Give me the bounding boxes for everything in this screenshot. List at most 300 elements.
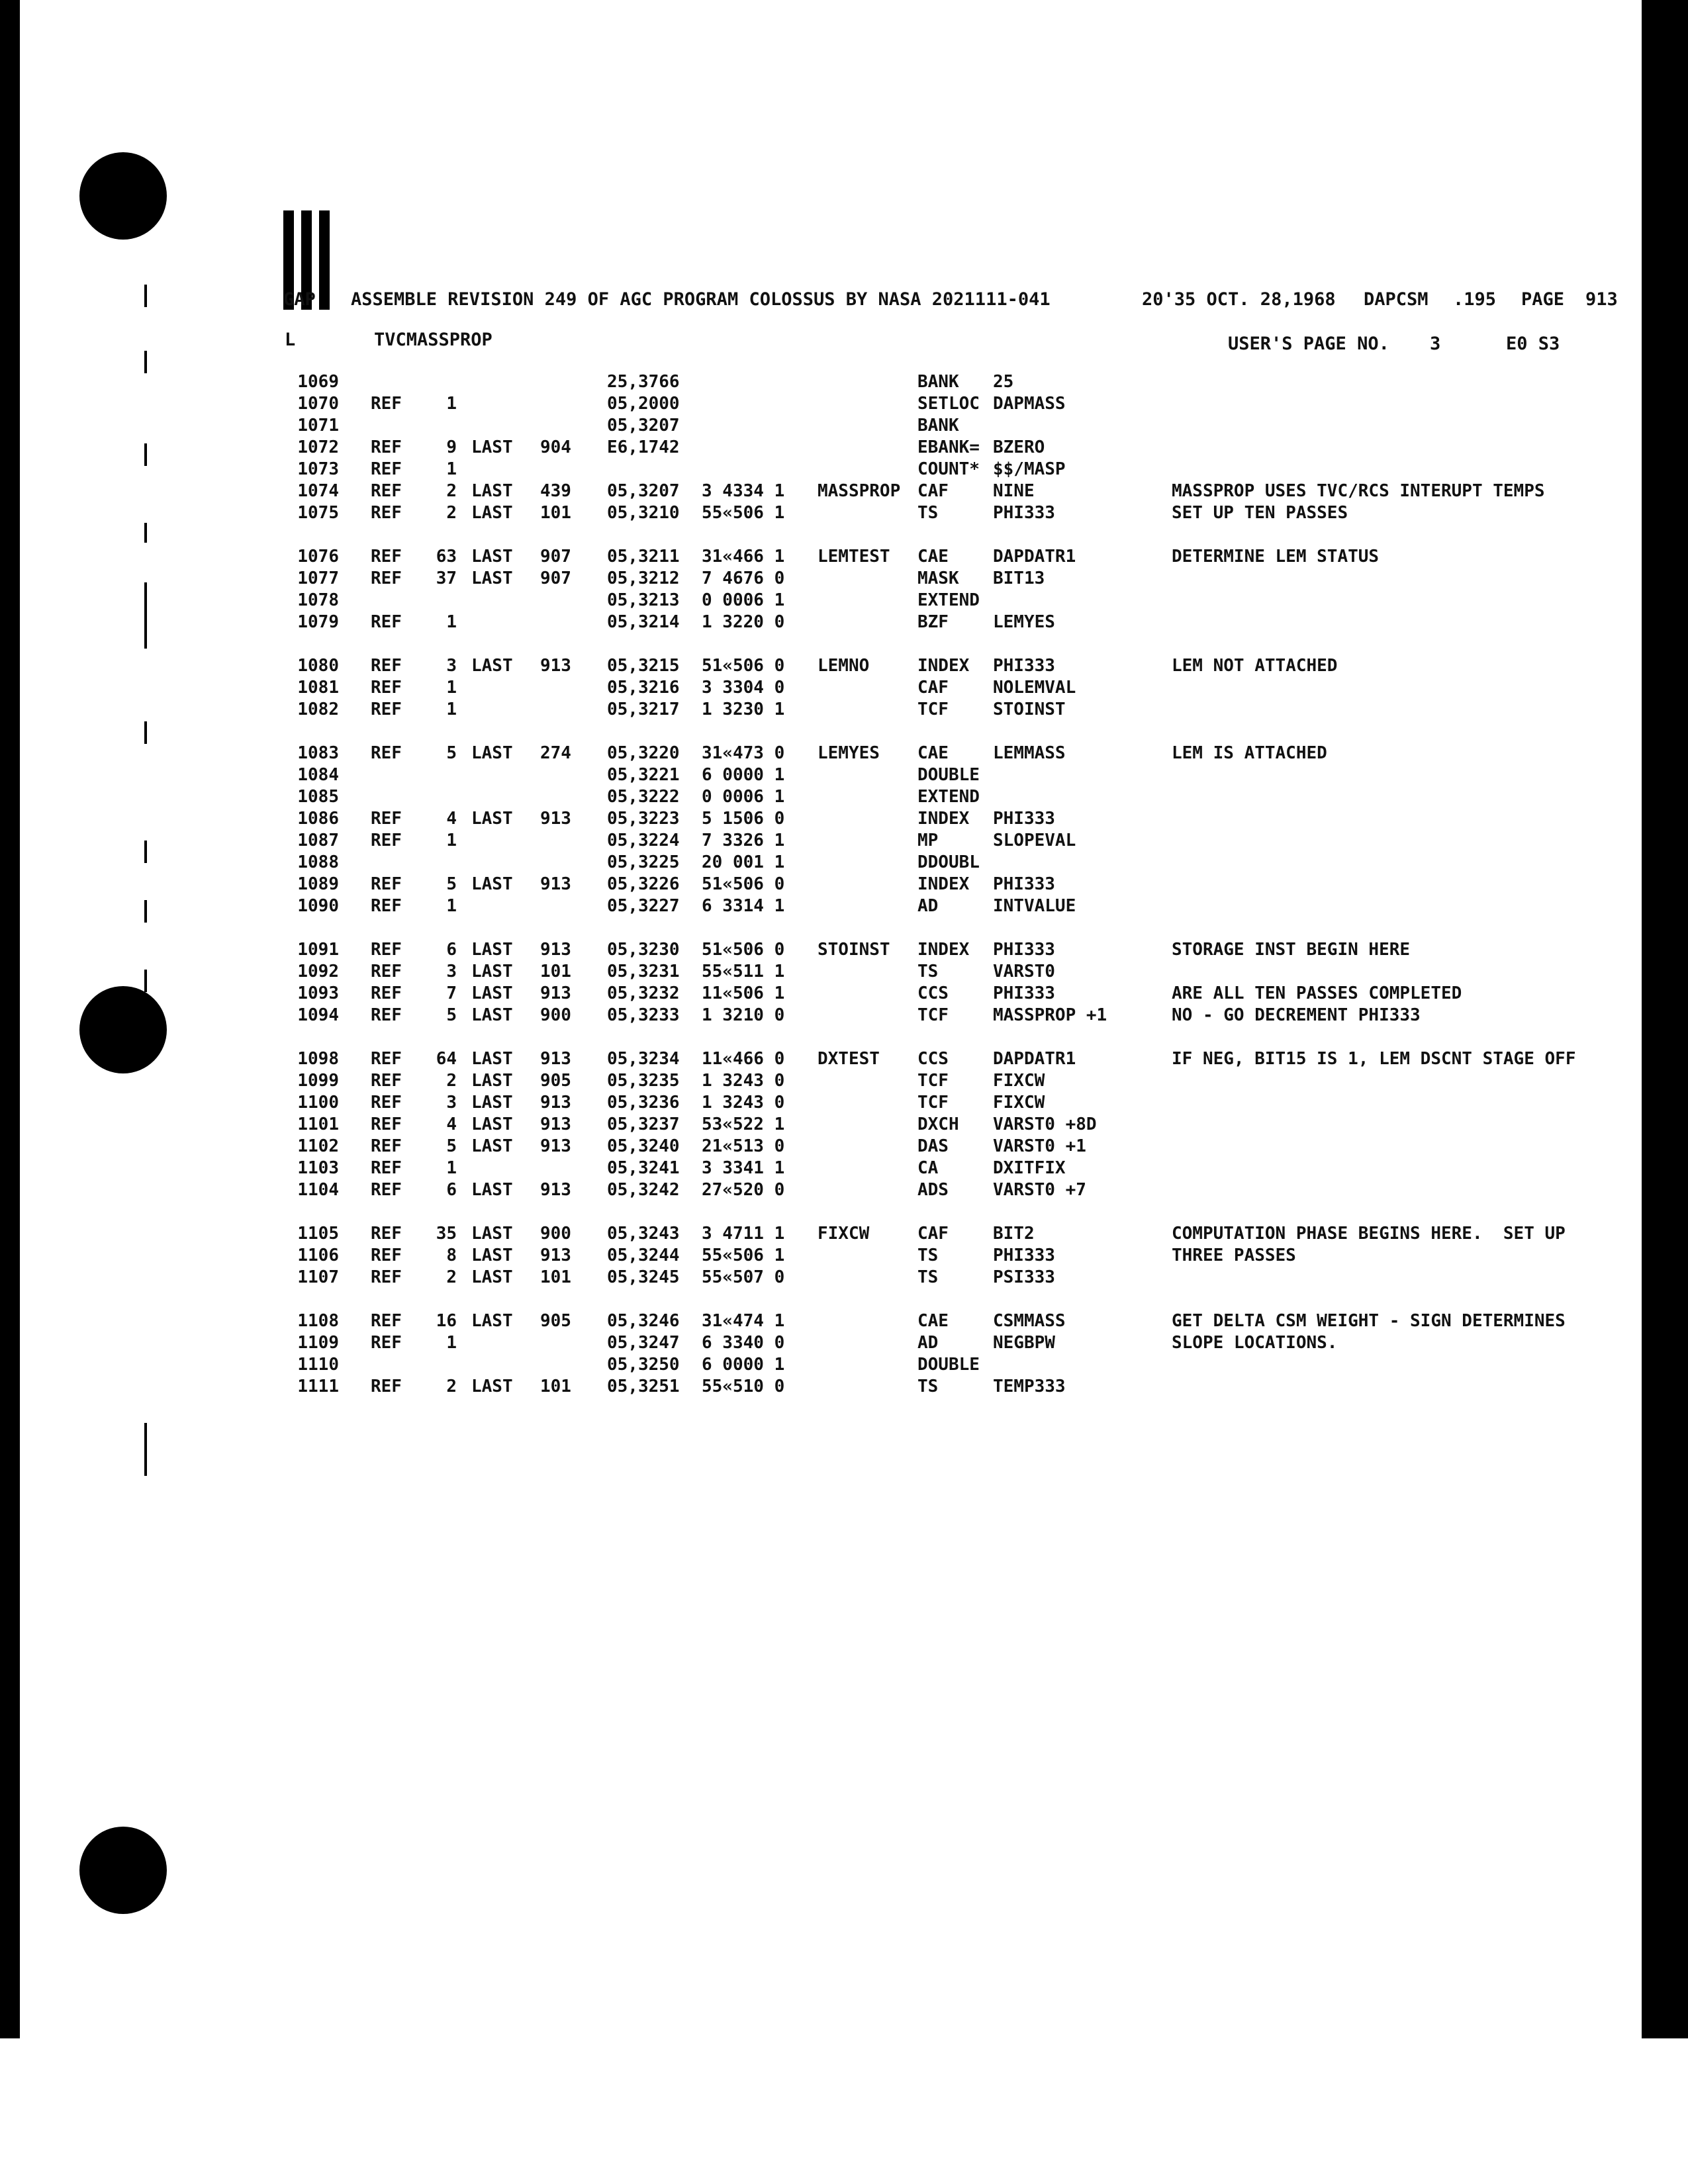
header-left-code: GAP: [283, 289, 316, 310]
cell-cnt: 3: [446, 656, 457, 676]
cell-line: 1081: [297, 678, 339, 698]
cell-cnt: 64: [436, 1049, 457, 1069]
listing-row: [285, 612, 1622, 634]
cell-operand: BIT13: [993, 569, 1045, 588]
cell-code: 51«506 0: [702, 656, 785, 676]
cell-line: 1094: [297, 1005, 339, 1025]
cell-addr: 05,3216: [607, 678, 680, 698]
listing-row: [285, 437, 1622, 459]
cell-label: STOINST: [818, 940, 890, 960]
cell-line: 1099: [297, 1071, 339, 1091]
cell-code: 51«506 0: [702, 874, 785, 894]
cell-ref: REF: [371, 547, 402, 567]
cell-addr: 05,3247: [607, 1333, 680, 1353]
cell-code: 3 4334 1: [702, 481, 785, 501]
listing-row: [285, 547, 1622, 569]
cell-line: 1090: [297, 896, 339, 916]
cell-last: LAST: [471, 874, 513, 894]
cell-cnt: 9: [446, 437, 457, 457]
cell-addr: 05,3236: [607, 1093, 680, 1113]
cell-ref: REF: [371, 1180, 402, 1200]
cell-op: CAF: [917, 481, 949, 501]
cell-line: 1108: [297, 1311, 339, 1331]
cell-addr: 05,2000: [607, 394, 680, 414]
margin-tick: [144, 351, 147, 373]
cell-last: LAST: [471, 962, 513, 981]
cell-op: EBANK=: [917, 437, 980, 457]
cell-addr: 05,3225: [607, 852, 680, 872]
listing-row: [285, 743, 1622, 765]
cell-addr: 25,3766: [607, 372, 680, 392]
cell-ref: REF: [371, 1071, 402, 1091]
cell-operand: VARST0 +1: [993, 1136, 1086, 1156]
cell-line: 1080: [297, 656, 339, 676]
listing-row: [285, 1071, 1622, 1093]
cell-operand: SLOPEVAL: [993, 831, 1076, 850]
cell-operand: VARST0 +7: [993, 1180, 1086, 1200]
margin-tick: [144, 443, 147, 466]
cell-lnum: 101: [540, 962, 571, 981]
cell-lnum: 439: [540, 481, 571, 501]
cell-code: 51«506 0: [702, 940, 785, 960]
listing-row: [285, 1267, 1622, 1289]
cell-operand: $$/MASP: [993, 459, 1066, 479]
cell-line: 1082: [297, 700, 339, 719]
cell-op: EXTEND: [917, 787, 980, 807]
cell-line: 1107: [297, 1267, 339, 1287]
cell-operand: DAPDATR1: [993, 547, 1076, 567]
cell-code: 1 3230 1: [702, 700, 785, 719]
cell-line: 1102: [297, 1136, 339, 1156]
cell-last: LAST: [471, 1224, 513, 1244]
cell-op: SETLOC: [917, 394, 980, 414]
cell-last: LAST: [471, 1267, 513, 1287]
cell-addr: 05,3226: [607, 874, 680, 894]
cell-op: TS: [917, 1246, 939, 1265]
listing-row: [285, 1180, 1622, 1202]
cell-ref: REF: [371, 1267, 402, 1287]
cell-ref: REF: [371, 962, 402, 981]
cell-label: DXTEST: [818, 1049, 880, 1069]
cell-ref: REF: [371, 743, 402, 763]
cell-code: 53«522 1: [702, 1115, 785, 1134]
binder-hole-top: [79, 152, 167, 240]
cell-code: 27«520 0: [702, 1180, 785, 1200]
cell-op: CAE: [917, 743, 949, 763]
cell-last: LAST: [471, 481, 513, 501]
margin-tick: [144, 285, 147, 307]
cell-ref: REF: [371, 1115, 402, 1134]
cell-lnum: 913: [540, 1180, 571, 1200]
cell-ref: REF: [371, 700, 402, 719]
cell-cnt: 4: [446, 1115, 457, 1134]
cell-op: CAE: [917, 1311, 949, 1331]
cell-addr: 05,3243: [607, 1224, 680, 1244]
cell-code: 21«513 0: [702, 1136, 785, 1156]
cell-ref: REF: [371, 437, 402, 457]
listing-row: [285, 1311, 1622, 1333]
cell-comment: ARE ALL TEN PASSES COMPLETED: [1172, 983, 1462, 1003]
cell-op: COUNT*: [917, 459, 980, 479]
cell-addr: 05,3246: [607, 1311, 680, 1331]
cell-op: INDEX: [917, 809, 970, 829]
cell-last: LAST: [471, 809, 513, 829]
cell-op: CA: [917, 1158, 939, 1178]
cell-cnt: 1: [446, 1333, 457, 1353]
cell-code: 20 001 1: [702, 852, 785, 872]
cell-line: 1070: [297, 394, 339, 414]
cell-op: DXCH: [917, 1115, 959, 1134]
cell-code: 6 3340 0: [702, 1333, 785, 1353]
cell-addr: 05,3245: [607, 1267, 680, 1287]
listing-row: [285, 700, 1622, 721]
cell-comment: STORAGE INST BEGIN HERE: [1172, 940, 1411, 960]
cell-line: 1086: [297, 809, 339, 829]
cell-code: 7 3326 1: [702, 831, 785, 850]
listing-row: [285, 1377, 1622, 1398]
cell-line: 1075: [297, 503, 339, 523]
header-number: .195: [1453, 289, 1497, 310]
cell-ref: REF: [371, 1158, 402, 1178]
binder-hole-middle: [79, 986, 167, 1073]
cell-addr: 05,3223: [607, 809, 680, 829]
cell-line: 1101: [297, 1115, 339, 1134]
cell-operand: PHI333: [993, 503, 1055, 523]
cell-code: 1 3210 0: [702, 1005, 785, 1025]
cell-operand: NOLEMVAL: [993, 678, 1076, 698]
cell-cnt: 1: [446, 700, 457, 719]
cell-code: 55«506 1: [702, 503, 785, 523]
cell-operand: PHI333: [993, 874, 1055, 894]
cell-ref: REF: [371, 481, 402, 501]
cell-addr: 05,3217: [607, 700, 680, 719]
cell-line: 1104: [297, 1180, 339, 1200]
listing-row: [285, 765, 1622, 787]
cell-line: 1092: [297, 962, 339, 981]
cell-code: 0 0006 1: [702, 787, 785, 807]
cell-op: CAF: [917, 678, 949, 698]
cell-operand: LEMMASS: [993, 743, 1066, 763]
cell-addr: 05,3214: [607, 612, 680, 632]
cell-operand: FIXCW: [993, 1093, 1045, 1113]
cell-comment: COMPUTATION PHASE BEGINS HERE. SET UP: [1172, 1224, 1566, 1244]
cell-lnum: 913: [540, 656, 571, 676]
listing-row: [285, 678, 1622, 700]
cell-op: BZF: [917, 612, 949, 632]
subheader-code: E0 S3: [1506, 334, 1560, 354]
listing-row: [285, 962, 1622, 983]
cell-addr: 05,3234: [607, 1049, 680, 1069]
cell-op: CAF: [917, 1224, 949, 1244]
cell-lnum: 900: [540, 1005, 571, 1025]
cell-addr: 05,3233: [607, 1005, 680, 1025]
cell-cnt: 2: [446, 503, 457, 523]
cell-last: LAST: [471, 437, 513, 457]
cell-code: 1 3220 0: [702, 612, 785, 632]
cell-last: LAST: [471, 1136, 513, 1156]
listing-row: [285, 1224, 1622, 1246]
cell-line: 1074: [297, 481, 339, 501]
cell-line: 1111: [297, 1377, 339, 1396]
cell-line: 1071: [297, 416, 339, 435]
cell-addr: 05,3224: [607, 831, 680, 850]
cell-operand: DAPDATR1: [993, 1049, 1076, 1069]
listing-row: [285, 1005, 1622, 1027]
cell-last: LAST: [471, 656, 513, 676]
cell-code: 6 0000 1: [702, 1355, 785, 1375]
cell-comment: SET UP TEN PASSES: [1172, 503, 1348, 523]
cell-code: 6 3314 1: [702, 896, 785, 916]
cell-op: DOUBLE: [917, 765, 980, 785]
cell-last: LAST: [471, 1049, 513, 1069]
cell-lnum: 913: [540, 1093, 571, 1113]
cell-comment: THREE PASSES: [1172, 1246, 1296, 1265]
cell-lnum: 913: [540, 1115, 571, 1134]
cell-comment: LEM NOT ATTACHED: [1172, 656, 1338, 676]
cell-op: CAE: [917, 547, 949, 567]
cell-comment: SLOPE LOCATIONS.: [1172, 1333, 1338, 1353]
cell-op: TS: [917, 1267, 939, 1287]
cell-cnt: 3: [446, 1093, 457, 1113]
cell-op: ADS: [917, 1180, 949, 1200]
cell-lnum: 913: [540, 940, 571, 960]
cell-line: 1078: [297, 590, 339, 610]
cell-ref: REF: [371, 503, 402, 523]
listing-row: [285, 481, 1622, 503]
listing-row: [285, 503, 1622, 525]
cell-op: DOUBLE: [917, 1355, 980, 1375]
listing-row: [285, 459, 1622, 481]
cell-addr: 05,3231: [607, 962, 680, 981]
cell-line: 1072: [297, 437, 339, 457]
cell-code: 55«507 0: [702, 1267, 785, 1287]
cell-code: 3 4711 1: [702, 1224, 785, 1244]
cell-last: LAST: [471, 1246, 513, 1265]
cell-last: LAST: [471, 940, 513, 960]
section-name: TVCMASSPROP: [374, 330, 492, 350]
cell-label: LEMTEST: [818, 547, 890, 567]
cell-cnt: 5: [446, 874, 457, 894]
cell-op: CCS: [917, 1049, 949, 1069]
cell-operand: BIT2: [993, 1224, 1035, 1244]
cell-op: DDOUBL: [917, 852, 980, 872]
listing-row: [285, 372, 1622, 394]
cell-last: LAST: [471, 743, 513, 763]
listing-row: [285, 831, 1622, 852]
listing-row: [285, 590, 1622, 612]
cell-cnt: 2: [446, 1267, 457, 1287]
cell-code: 7 4676 0: [702, 569, 785, 588]
cell-addr: 05,3237: [607, 1115, 680, 1134]
cell-cnt: 5: [446, 743, 457, 763]
cell-lnum: 905: [540, 1311, 571, 1331]
cell-operand: TEMP333: [993, 1377, 1066, 1396]
cell-last: LAST: [471, 569, 513, 588]
cell-line: 1100: [297, 1093, 339, 1113]
cell-operand: NINE: [993, 481, 1035, 501]
cell-last: LAST: [471, 983, 513, 1003]
cell-cnt: 5: [446, 1005, 457, 1025]
listing-row: [285, 896, 1622, 918]
cell-code: 11«506 1: [702, 983, 785, 1003]
cell-label: LEMNO: [818, 656, 870, 676]
cell-code: 31«474 1: [702, 1311, 785, 1331]
cell-operand: INTVALUE: [993, 896, 1076, 916]
cell-addr: 05,3211: [607, 547, 680, 567]
cell-operand: LEMYES: [993, 612, 1055, 632]
cell-addr: 05,3240: [607, 1136, 680, 1156]
header-page-number: 913: [1585, 289, 1618, 310]
cell-comment: IF NEG, BIT15 IS 1, LEM DSCNT STAGE OFF: [1172, 1049, 1576, 1069]
cell-cnt: 8: [446, 1246, 457, 1265]
cell-comment: LEM IS ATTACHED: [1172, 743, 1327, 763]
cell-line: 1073: [297, 459, 339, 479]
listing-row: [285, 1355, 1622, 1377]
header-title: ASSEMBLE REVISION 249 OF AGC PROGRAM COLOSSUS BY NASA 2021111-041: [351, 289, 1051, 310]
margin-tick: [144, 970, 147, 992]
cell-cnt: 16: [436, 1311, 457, 1331]
cell-addr: 05,3235: [607, 1071, 680, 1091]
listing-row: [285, 809, 1622, 831]
cell-op: TCF: [917, 1093, 949, 1113]
cell-lnum: 913: [540, 1246, 571, 1265]
scan-border-right: [1642, 0, 1688, 2038]
cell-addr: 05,3244: [607, 1246, 680, 1265]
listing-row: [285, 1093, 1622, 1115]
cell-op: TS: [917, 962, 939, 981]
cell-cnt: 2: [446, 1071, 457, 1091]
listing-row: [285, 394, 1622, 416]
cell-addr: 05,3251: [607, 1377, 680, 1396]
cell-cnt: 63: [436, 547, 457, 567]
listing-row: [285, 1049, 1622, 1071]
cell-addr: 05,3232: [607, 983, 680, 1003]
cell-addr: 05,3210: [607, 503, 680, 523]
cell-last: LAST: [471, 547, 513, 567]
cell-operand: PHI333: [993, 940, 1055, 960]
cell-operand: FIXCW: [993, 1071, 1045, 1091]
listing-row: [285, 416, 1622, 437]
cell-operand: PHI333: [993, 656, 1055, 676]
cell-lnum: 907: [540, 547, 571, 567]
subheader-l: L: [285, 330, 296, 350]
cell-ref: REF: [371, 459, 402, 479]
cell-op: AD: [917, 896, 939, 916]
margin-tick: [144, 721, 147, 744]
cell-addr: 05,3207: [607, 481, 680, 501]
cell-op: INDEX: [917, 940, 970, 960]
cell-lnum: 907: [540, 569, 571, 588]
cell-line: 1089: [297, 874, 339, 894]
cell-operand: STOINST: [993, 700, 1066, 719]
cell-operand: PHI333: [993, 1246, 1055, 1265]
cell-lnum: 913: [540, 1049, 571, 1069]
cell-ref: REF: [371, 809, 402, 829]
cell-cnt: 1: [446, 1158, 457, 1178]
cell-ref: REF: [371, 831, 402, 850]
cell-line: 1088: [297, 852, 339, 872]
cell-cnt: 2: [446, 1377, 457, 1396]
cell-code: 31«466 1: [702, 547, 785, 567]
cell-code: 55«511 1: [702, 962, 785, 981]
cell-operand: NEGBPW: [993, 1333, 1055, 1353]
cell-code: 0 0006 1: [702, 590, 785, 610]
cell-line: 1087: [297, 831, 339, 850]
listing-row: [285, 1136, 1622, 1158]
cell-op: BANK: [917, 372, 959, 392]
margin-tick: [144, 841, 147, 863]
cell-operand: DAPMASS: [993, 394, 1066, 414]
cell-code: 55«506 1: [702, 1246, 785, 1265]
cell-cnt: 1: [446, 394, 457, 414]
cell-ref: REF: [371, 1333, 402, 1353]
cell-op: CCS: [917, 983, 949, 1003]
cell-line: 1105: [297, 1224, 339, 1244]
cell-ref: REF: [371, 394, 402, 414]
cell-code: 11«466 0: [702, 1049, 785, 1069]
cell-operand: PSI333: [993, 1267, 1055, 1287]
cell-operand: VARST0 +8D: [993, 1115, 1097, 1134]
listing-row: [285, 940, 1622, 962]
margin-tick: [144, 523, 147, 543]
cell-operand: VARST0: [993, 962, 1055, 981]
cell-lnum: 913: [540, 1136, 571, 1156]
cell-label: MASSPROP: [818, 481, 901, 501]
cell-addr: 05,3212: [607, 569, 680, 588]
cell-line: 1085: [297, 787, 339, 807]
cell-cnt: 1: [446, 896, 457, 916]
scan-border-left: [0, 0, 20, 2038]
cell-ref: REF: [371, 569, 402, 588]
cell-ref: REF: [371, 1377, 402, 1396]
cell-line: 1103: [297, 1158, 339, 1178]
cell-comment: NO - GO DECREMENT PHI333: [1172, 1005, 1421, 1025]
listing-row: [285, 787, 1622, 809]
cell-label: LEMYES: [818, 743, 880, 763]
cell-ref: REF: [371, 874, 402, 894]
cell-line: 1106: [297, 1246, 339, 1265]
cell-op: EXTEND: [917, 590, 980, 610]
cell-ref: REF: [371, 678, 402, 698]
cell-op: INDEX: [917, 874, 970, 894]
cell-op: AD: [917, 1333, 939, 1353]
cell-cnt: 6: [446, 940, 457, 960]
cell-last: LAST: [471, 1180, 513, 1200]
cell-lnum: 904: [540, 437, 571, 457]
punch-mark: [319, 210, 330, 310]
cell-lnum: 913: [540, 809, 571, 829]
cell-lnum: 101: [540, 503, 571, 523]
cell-cnt: 1: [446, 678, 457, 698]
cell-addr: 05,3221: [607, 765, 680, 785]
listing-row: [285, 569, 1622, 590]
users-page-number: 3: [1430, 334, 1441, 354]
cell-addr: 05,3213: [607, 590, 680, 610]
cell-lnum: 905: [540, 1071, 571, 1091]
cell-ref: REF: [371, 983, 402, 1003]
header-page-label: PAGE: [1521, 289, 1565, 310]
cell-ref: REF: [371, 1246, 402, 1265]
cell-code: 6 0000 1: [702, 765, 785, 785]
cell-lnum: 913: [540, 983, 571, 1003]
cell-line: 1109: [297, 1333, 339, 1353]
cell-cnt: 37: [436, 569, 457, 588]
cell-lnum: 913: [540, 874, 571, 894]
cell-label: FIXCW: [818, 1224, 870, 1244]
cell-addr: 05,3250: [607, 1355, 680, 1375]
cell-code: 55«510 0: [702, 1377, 785, 1396]
cell-op: MASK: [917, 569, 959, 588]
